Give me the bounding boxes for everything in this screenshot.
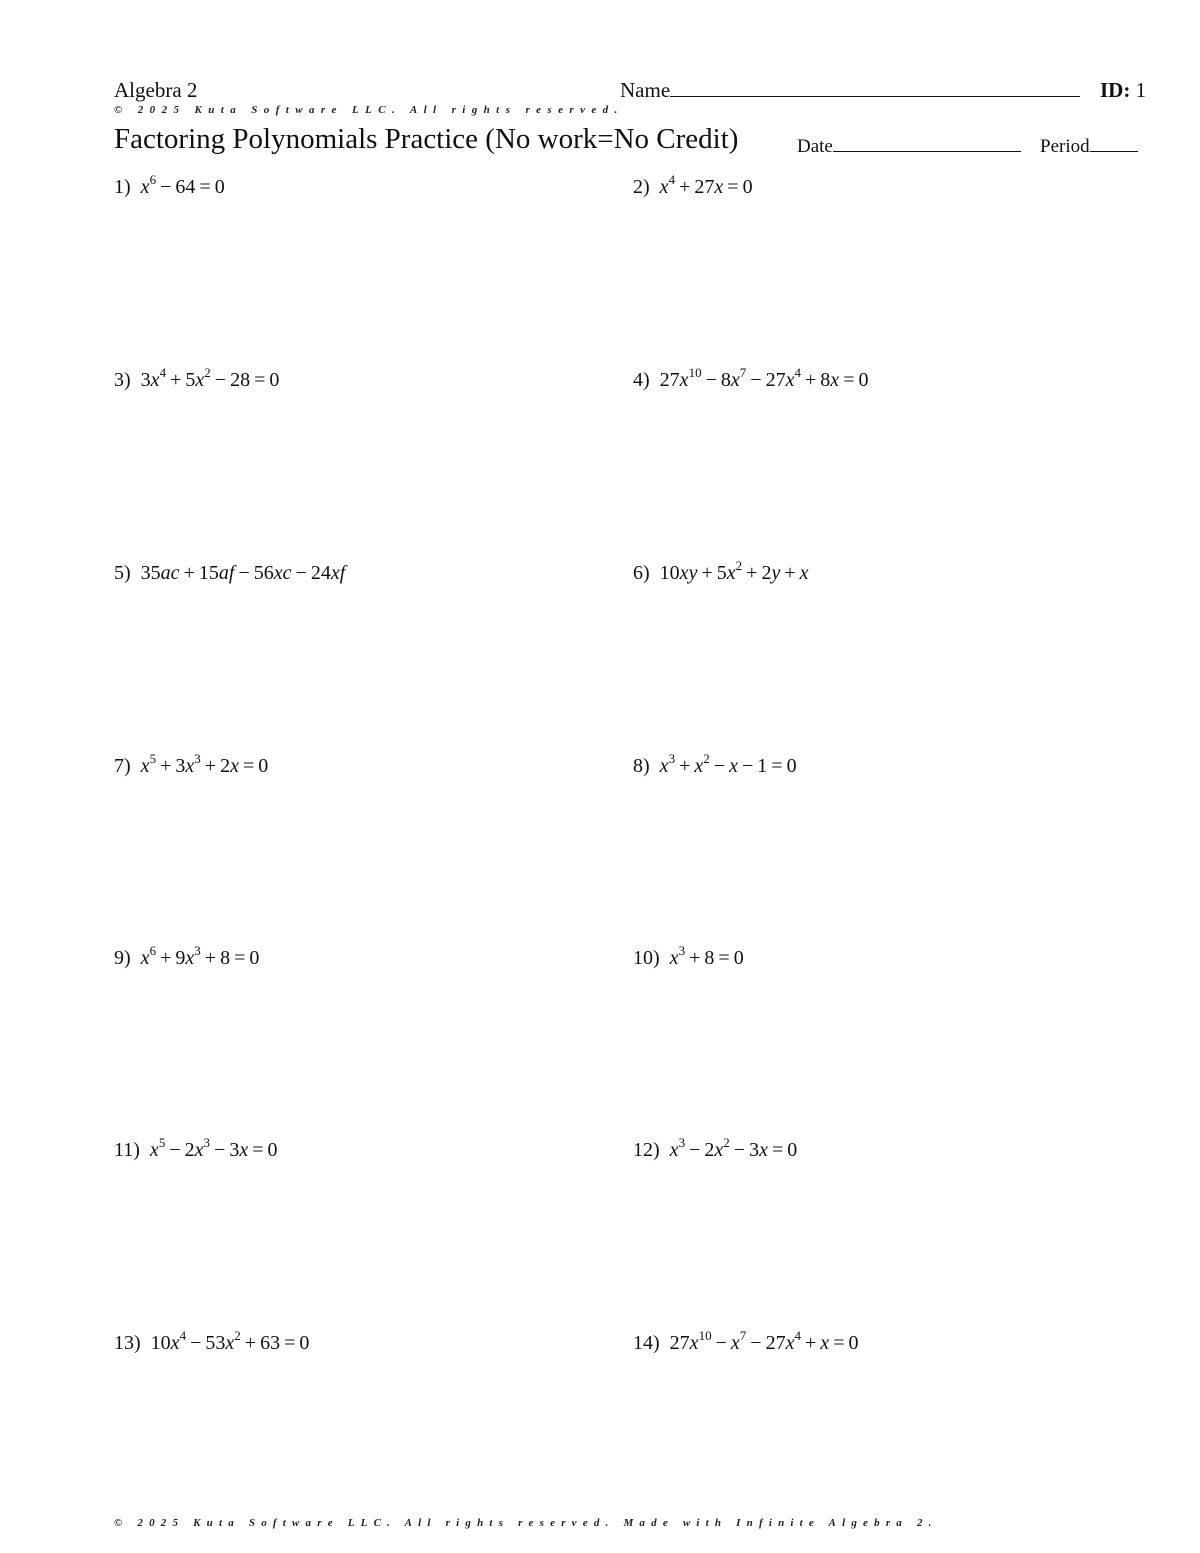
date-blank[interactable]: [833, 133, 1021, 152]
problem-2: [633, 172, 753, 199]
course-label: Algebra 2: [114, 78, 198, 102]
problem-number: 4): [633, 369, 650, 391]
period-label: Period: [1040, 136, 1090, 157]
problem-number: 8): [633, 755, 650, 777]
date-label: Date: [797, 136, 833, 157]
problem-number: 9): [114, 947, 131, 969]
header-copyright: © 2025 Kuta Software LLC. All rights reserved.: [114, 104, 624, 116]
problem-expression: $10x^4 - 53x^2 + 63 = 0$: [150, 1328, 310, 1354]
problem-14: [633, 1328, 859, 1355]
problem-number: 1): [114, 176, 131, 198]
problem-11: [114, 1135, 278, 1162]
problem-expression: $x^6 + 9x^3 + 8 = 0$: [140, 943, 260, 969]
problem-number: 6): [633, 562, 650, 584]
problem-expression: 35ac + 15af − 56xc − 24xf: [140, 562, 346, 584]
problem-8: [633, 751, 797, 778]
problem-expression: $x^5 + 3x^3 + 2x = 0$: [140, 751, 269, 777]
problem-expression: $x^3 + 8 = 0$: [669, 943, 744, 969]
problem-9: [114, 943, 260, 970]
problem-number: 12): [633, 1139, 660, 1161]
problem-1: [114, 172, 225, 199]
problem-expression: $x^4 + 27x = 0$: [659, 172, 753, 198]
problem-expression: $x^3 + x^2 - x - 1 = 0$: [659, 751, 797, 777]
name-field[interactable]: [620, 78, 1080, 103]
worksheet-title: Factoring Polynomials Practice (No work=No Credit): [114, 123, 739, 155]
problem-12: [633, 1135, 798, 1162]
problem-expression: $10xy + 5x^2 + 2y + x$: [659, 558, 809, 584]
problem-number: 5): [114, 562, 131, 584]
problem-7: [114, 751, 269, 778]
problem-5: [114, 562, 345, 585]
date-field[interactable]: [797, 133, 1021, 158]
problem-13: [114, 1328, 310, 1355]
id-value: 1: [1135, 78, 1147, 102]
problem-number: 3): [114, 369, 131, 391]
problem-10: [633, 943, 744, 970]
problem-6: [633, 558, 809, 585]
problem-number: 14): [633, 1332, 660, 1354]
problem-number: 10): [633, 947, 660, 969]
footer-copyright: © 2025 Kuta Software LLC. All rights reserved. Made with Infinite Algebra 2.: [114, 1517, 938, 1529]
id-label: ID:: [1100, 78, 1131, 102]
name-blank[interactable]: [670, 78, 1080, 97]
problem-3: [114, 365, 280, 392]
problem-expression: $x^3 - 2x^2 - 3x = 0$: [669, 1135, 798, 1161]
problem-expression: $27x^{10} - 8x^7 - 27x^4 + 8x = 0$: [659, 365, 869, 391]
problem-4: [633, 365, 869, 392]
problem-expression: $3x^4 + 5x^2 - 28 = 0$: [140, 365, 280, 391]
problem-number: 7): [114, 755, 131, 777]
period-field[interactable]: [1040, 133, 1138, 158]
period-blank[interactable]: [1090, 133, 1138, 152]
problem-expression: $x^6 - 64 = 0$: [140, 172, 225, 198]
id-field: [1100, 78, 1146, 103]
problem-number: 13): [114, 1332, 141, 1354]
problem-expression: $27x^{10} - x^7 - 27x^4 + x = 0$: [669, 1328, 859, 1354]
problem-expression: $x^5 - 2x^3 - 3x = 0$: [149, 1135, 278, 1161]
problem-number: 2): [633, 176, 650, 198]
name-label: Name: [620, 78, 671, 102]
problem-number: 11): [114, 1139, 140, 1161]
